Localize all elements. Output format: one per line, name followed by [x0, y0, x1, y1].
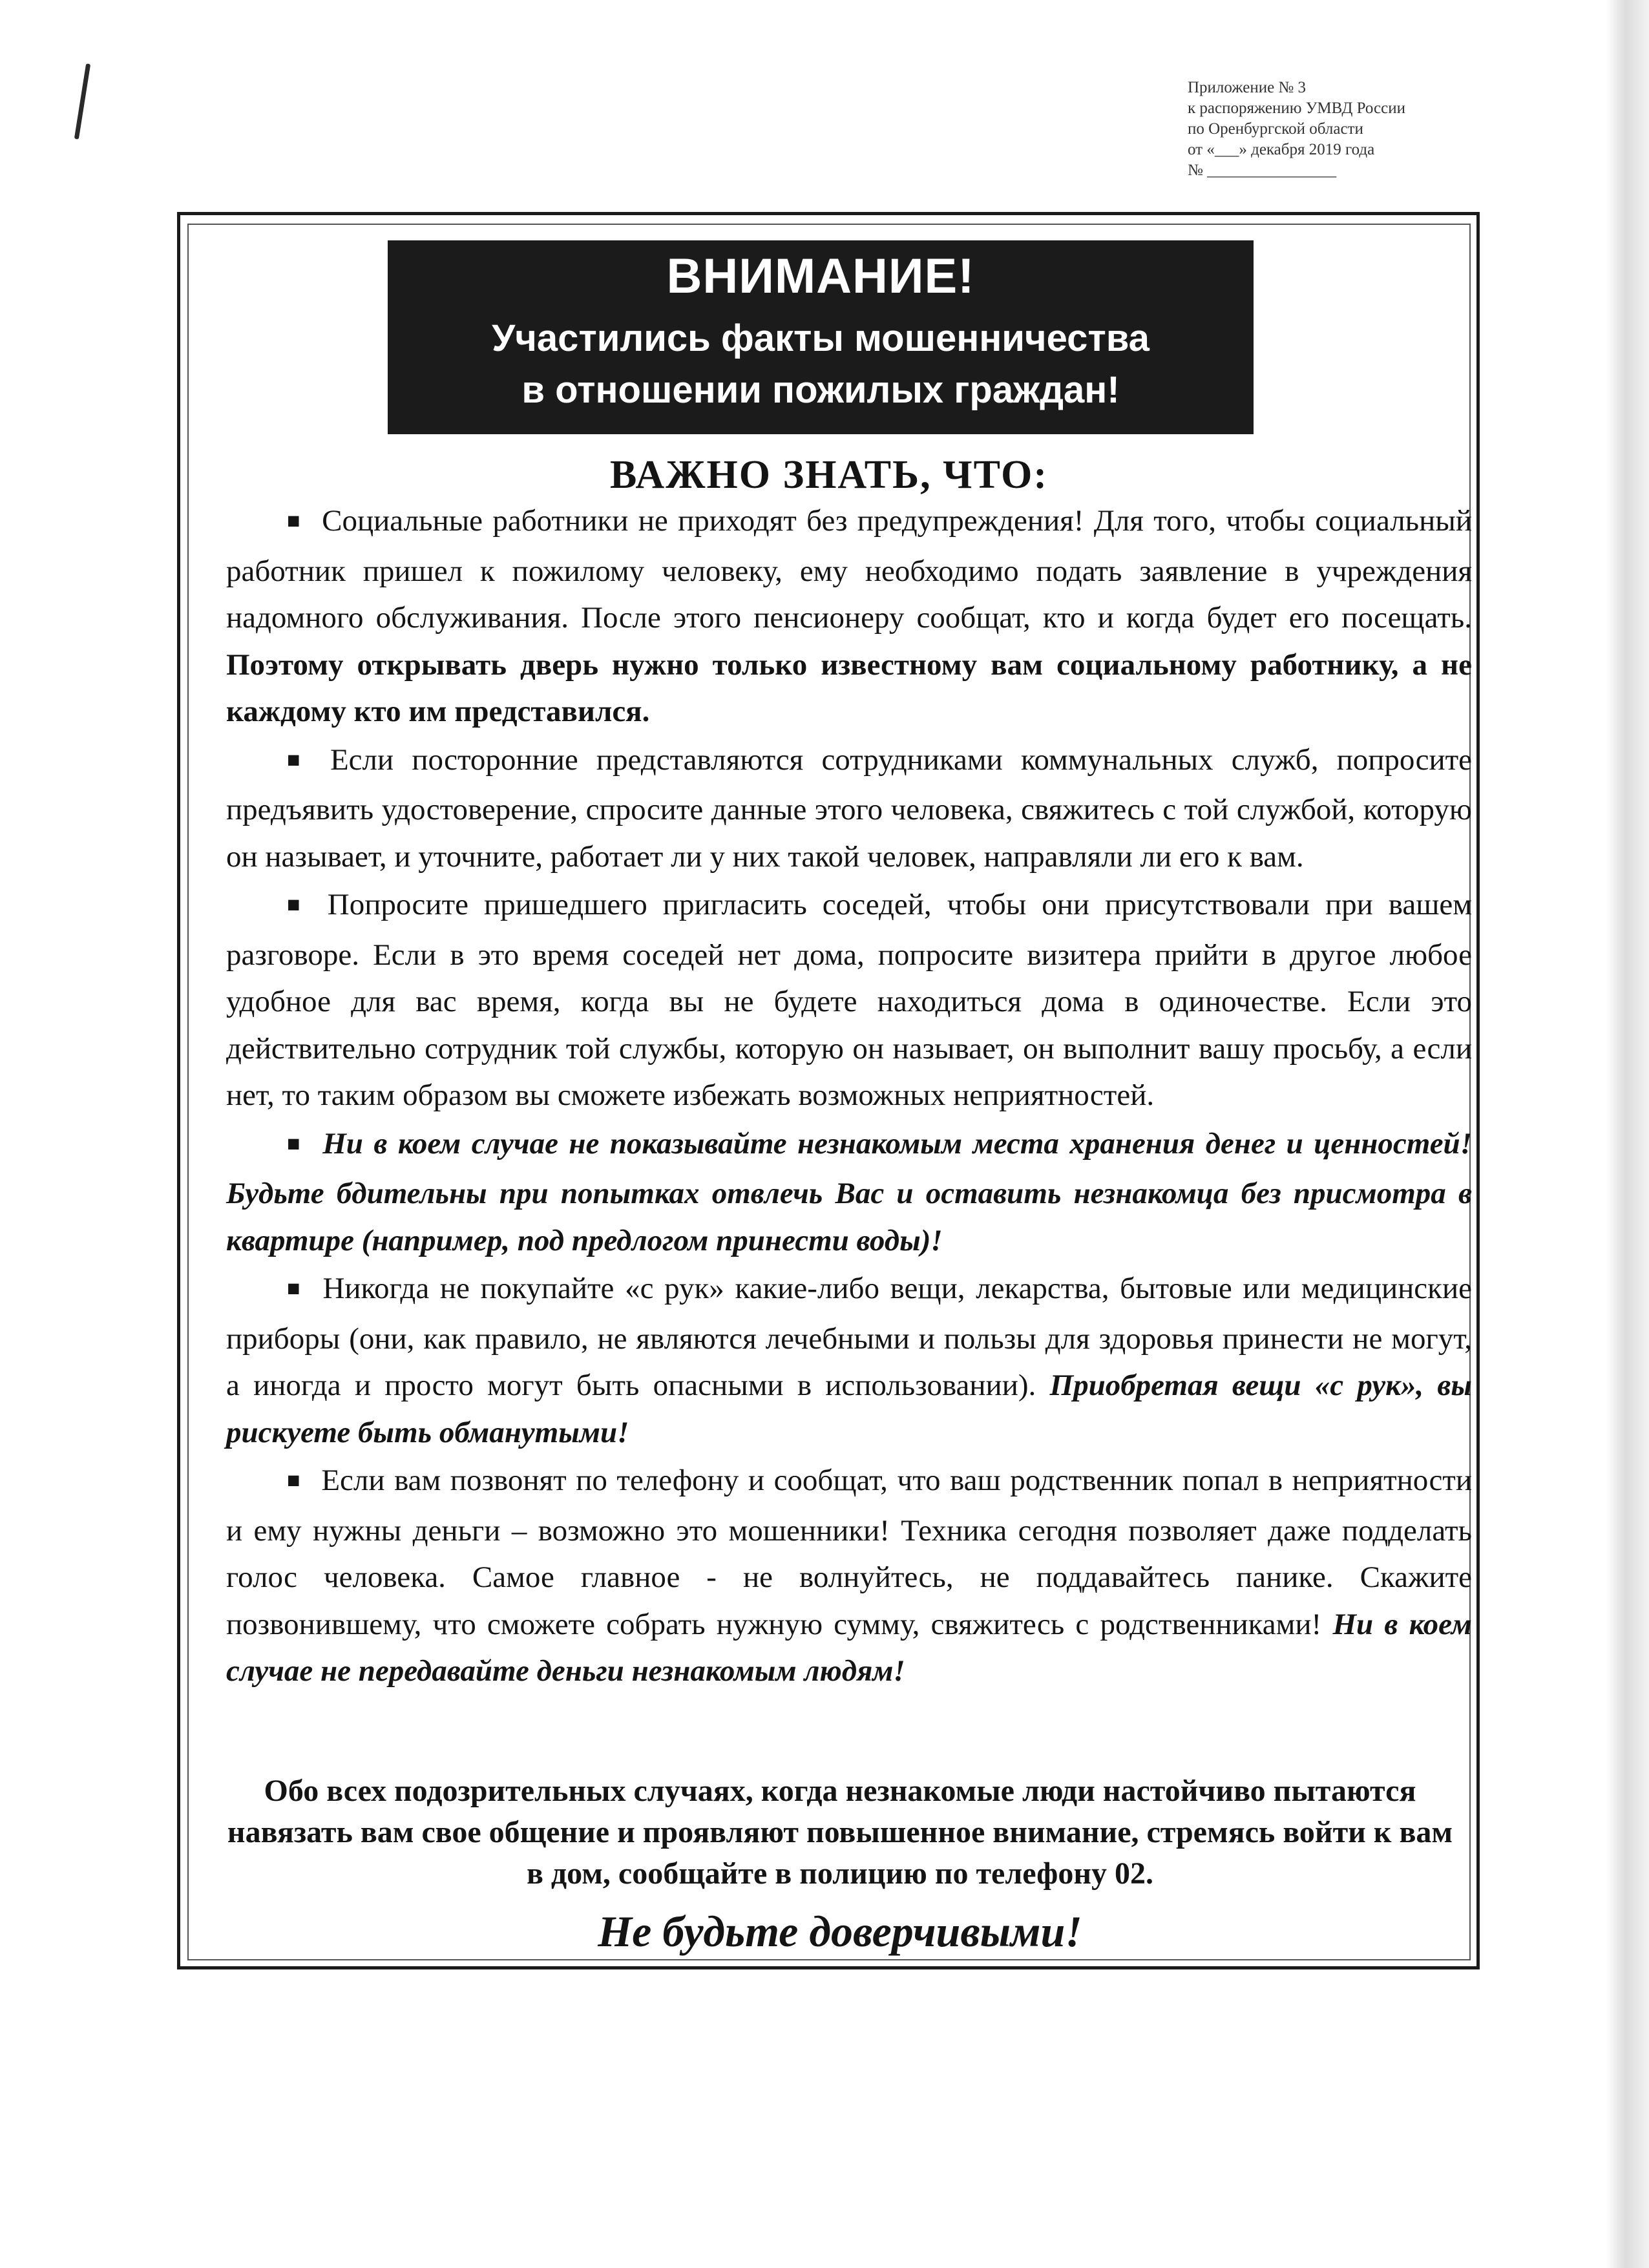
- advice-paragraph: [226, 1120, 1472, 1265]
- paragraph-bold-italic: Ни в коем случае не передавайте деньги незнакомым людям!: [226, 1607, 1472, 1688]
- footer-note: Обо всех подозрительных случаях, когда незнакомые люди настойчиво пытаются навязать вам свое общение и проявляют повышенное внимание, стремясь войти к вам в дом, сообщайте в полицию по телефону 02.: [227, 1774, 1453, 1891]
- advice-paragraph: [226, 737, 1472, 881]
- paragraph-text: Социальные работники не приходят без предупреждения! Для того, чтобы социальный работник пришел к пожилому человеку, ему необходимо подать заявление в учреждения надомного обслуживания. После этого пенсионеру сообщат, кто и когда будет его посещать.: [226, 504, 1472, 635]
- banner-line-1: Участились факты мошенничества: [492, 317, 1150, 359]
- banner-title: ВНИМАНИЕ!: [666, 249, 975, 304]
- advice-paragraph: [226, 1457, 1472, 1695]
- appendix-line-2: к распоряжению УМВД России: [1188, 100, 1405, 117]
- advice-paragraph: [226, 498, 1472, 735]
- paragraph-bold-italic: Ни в коем случае не показывайте незнакомым места хранения денег и ценностей! Будьте бдительны при попытках отвлечь Вас и оставить незнакомца без присмотра в квартире (например, под предлогом принести воды)!: [226, 1126, 1472, 1257]
- paragraph-text: Попросите пришедшего пригласить соседей, чтобы они присутствовали при вашем разговоре. Если в это время соседей нет дома, попросите визитера прийти в другое любое удобное для вас время, когда вы не будете находиться дома в одиночестве. Если это действительно сотрудник той службы, которую он называет, он выполнит вашу просьбу, а если нет, то таким образом вы сможете избежать возможных неприятностей.: [226, 888, 1472, 1112]
- bullet-icon: ■: [287, 893, 308, 917]
- bullet-icon: ■: [287, 748, 311, 772]
- banner-subtitle: [388, 313, 1254, 416]
- section-heading: ВАЖНО ЗНАТЬ, ЧТО:: [609, 453, 1048, 497]
- advice-paragraph: [226, 881, 1472, 1119]
- appendix-line-4: от «___» декабря 2019 года: [1188, 141, 1375, 158]
- advice-paragraph: [226, 1265, 1472, 1456]
- pen-mark: [74, 63, 90, 140]
- banner-line-2: в отношении пожилых граждан!: [521, 369, 1120, 411]
- bullet-icon: ■: [287, 1469, 302, 1493]
- paragraph-text: Никогда не покупайте «с рук» какие-либо вещи, лекарства, бытовые или медицинские приборы (они, как правило, не являются лечебными и пользы для здоровья принести не могут, а иногда и просто могут быть опасными в использовании).: [226, 1272, 1473, 1402]
- paragraph-bold: Поэтому открывать дверь нужно только известному вам социальному работнику, а не каждому кто им представился.: [226, 647, 1472, 728]
- scan-edge-shadow: [1606, 0, 1649, 2268]
- warning-banner: [388, 240, 1254, 434]
- advice-list: [226, 498, 1472, 1696]
- closing-slogan: Не будьте доверчивыми!: [598, 1907, 1082, 1956]
- appendix-line-1: Приложение № 3: [1188, 79, 1307, 96]
- appendix-note: [1188, 78, 1524, 181]
- bullet-icon: ■: [287, 1131, 304, 1156]
- paragraph-text: Если посторонние представляются сотрудниками коммунальных служб, попросите предъявить удостоверение, спросите данные этого человека, свяжитесь с той службой, которую он называет, и уточните, работает ли у них такой человек, направляли ли его к вам.: [226, 742, 1472, 874]
- appendix-line-5: № ________________: [1188, 162, 1337, 179]
- bullet-icon: ■: [287, 509, 303, 533]
- paragraph-text: Если вам позвонят по телефону и сообщат, что ваш родственник попал в неприятности и ему нужны деньги – возможно это мошенники! Техника сегодня позволяет даже подделать голос человека. Самое главное - не волнуйтесь, не поддавайтесь панике. Скажите позвонившему, что сможете собрать нужную сумму, свяжитесь с родственниками!: [226, 1464, 1472, 1641]
- paragraph-bold-italic: Приобретая вещи «с рук», вы рискуете быть обманутыми!: [226, 1369, 1472, 1449]
- bullet-icon: ■: [287, 1277, 304, 1301]
- appendix-line-3: по Оренбургской области: [1188, 120, 1363, 138]
